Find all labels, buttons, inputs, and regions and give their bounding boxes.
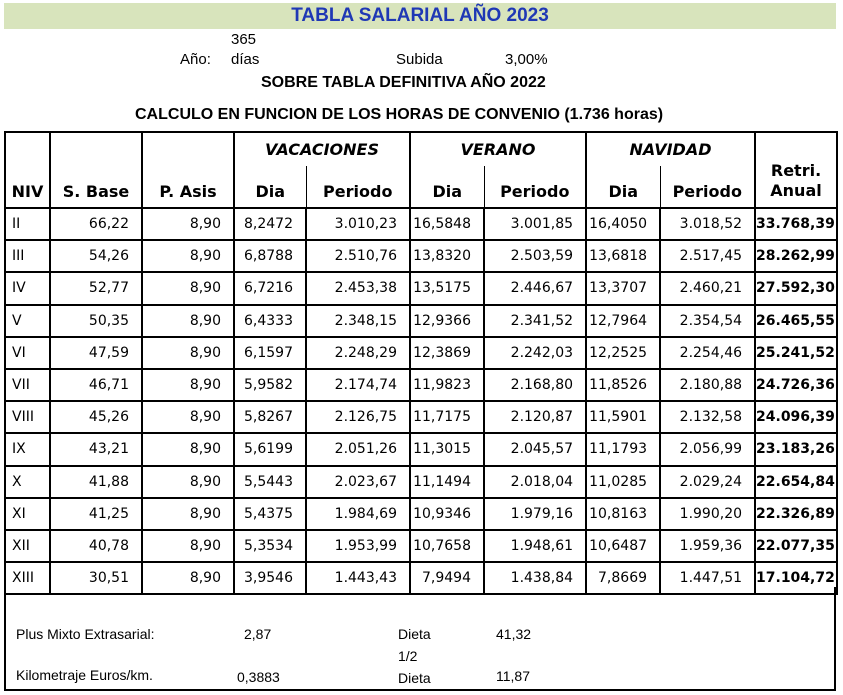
cell-niv: V <box>5 305 50 337</box>
cell-ver-dia: 12,3869 <box>410 337 484 369</box>
cell-ver-dia: 13,5175 <box>410 272 484 304</box>
cell-niv: VIII <box>5 401 50 433</box>
cell-retri-anual: 23.183,26 <box>755 433 837 465</box>
cell-retri-anual: 24.096,39 <box>755 401 837 433</box>
cell-nav-dia: 11,5901 <box>586 401 660 433</box>
table-row <box>5 305 837 337</box>
cell-ver-periodo: 1.948,61 <box>484 530 586 562</box>
cell-vac-dia: 5,4375 <box>234 498 306 530</box>
cell-ver-periodo: 2.168,80 <box>484 369 586 401</box>
col-header-pasis: P. Asis <box>142 132 234 208</box>
cell-ver-periodo: 2.503,59 <box>484 240 586 272</box>
cell-vac-periodo: 1.443,43 <box>306 562 410 594</box>
cell-pasis: 8,90 <box>142 530 234 562</box>
cell-ver-dia: 10,9346 <box>410 498 484 530</box>
anio-value-line2: días <box>231 51 260 68</box>
cell-vac-dia: 8,2472 <box>234 208 306 240</box>
cell-sbase: 43,21 <box>50 433 142 465</box>
cell-nav-periodo: 1.990,20 <box>660 498 755 530</box>
table-row <box>5 337 837 369</box>
cell-ver-dia: 11,1494 <box>410 466 484 498</box>
cell-vac-dia: 5,9582 <box>234 369 306 401</box>
cell-ver-dia: 11,7175 <box>410 401 484 433</box>
cell-niv: II <box>5 208 50 240</box>
cell-sbase: 30,51 <box>50 562 142 594</box>
table-row <box>5 401 837 433</box>
anio-value-line1: 365 <box>231 31 257 48</box>
cell-vac-periodo: 2.174,74 <box>306 369 410 401</box>
group-header-navidad: NAVIDAD <box>586 132 755 166</box>
group-header-vacaciones: VACACIONES <box>234 132 410 166</box>
cell-sbase: 50,35 <box>50 305 142 337</box>
subida-value: 3,00% <box>505 51 548 68</box>
anio-label: Año: <box>180 51 211 68</box>
cell-sbase: 41,25 <box>50 498 142 530</box>
footer-section <box>4 587 836 691</box>
col-header-nav-periodo: Periodo <box>660 166 755 208</box>
cell-ver-periodo: 2.341,52 <box>484 305 586 337</box>
cell-nav-dia: 13,3707 <box>586 272 660 304</box>
cell-niv: IV <box>5 272 50 304</box>
cell-retri-anual: 33.768,39 <box>755 208 837 240</box>
col-header-vac-periodo: Periodo <box>306 166 410 208</box>
cell-ver-dia: 16,5848 <box>410 208 484 240</box>
cell-nav-dia: 13,6818 <box>586 240 660 272</box>
cell-vac-periodo: 2.126,75 <box>306 401 410 433</box>
cell-vac-periodo: 1.953,99 <box>306 530 410 562</box>
cell-retri-anual: 27.592,30 <box>755 272 837 304</box>
cell-nav-periodo: 3.018,52 <box>660 208 755 240</box>
cell-sbase: 66,22 <box>50 208 142 240</box>
cell-vac-dia: 6,4333 <box>234 305 306 337</box>
plus-mixto-label: Plus Mixto Extrasarial: <box>16 626 155 642</box>
table-row <box>5 433 837 465</box>
cell-nav-dia: 11,0285 <box>586 466 660 498</box>
cell-pasis: 8,90 <box>142 466 234 498</box>
cell-vac-periodo: 2.453,38 <box>306 272 410 304</box>
dieta-label: Dieta <box>398 626 431 642</box>
cell-pasis: 8,90 <box>142 498 234 530</box>
cell-nav-dia: 10,6487 <box>586 530 660 562</box>
cell-niv: X <box>5 466 50 498</box>
cell-vac-dia: 5,3534 <box>234 530 306 562</box>
cell-ver-periodo: 2.242,03 <box>484 337 586 369</box>
media-dieta-value: 11,87 <box>496 668 530 684</box>
cell-ver-periodo: 2.045,57 <box>484 433 586 465</box>
cell-vac-dia: 6,8788 <box>234 240 306 272</box>
table-row <box>5 498 837 530</box>
cell-vac-dia: 5,6199 <box>234 433 306 465</box>
cell-vac-dia: 5,8267 <box>234 401 306 433</box>
cell-nav-periodo: 2.056,99 <box>660 433 755 465</box>
cell-vac-dia: 5,5443 <box>234 466 306 498</box>
cell-nav-dia: 11,1793 <box>586 433 660 465</box>
cell-retri-anual: 22.326,89 <box>755 498 837 530</box>
table-row <box>5 240 837 272</box>
cell-sbase: 41,88 <box>50 466 142 498</box>
cell-niv: XI <box>5 498 50 530</box>
cell-pasis: 8,90 <box>142 240 234 272</box>
cell-nav-periodo: 2.460,21 <box>660 272 755 304</box>
cell-vac-periodo: 1.984,69 <box>306 498 410 530</box>
cell-ver-dia: 11,3015 <box>410 433 484 465</box>
salary-table <box>4 131 838 595</box>
kilometraje-label: Kilometraje Euros/km. <box>16 667 153 683</box>
subtitle-calculo: CALCULO EN FUNCION DE LOS HORAS DE CONVENIO (1.736 horas) <box>135 106 664 123</box>
cell-pasis: 8,90 <box>142 369 234 401</box>
cell-pasis: 8,90 <box>142 208 234 240</box>
cell-nav-periodo: 2.132,58 <box>660 401 755 433</box>
col-header-vac-dia: Dia <box>234 166 306 208</box>
table-row <box>5 530 837 562</box>
cell-niv: VI <box>5 337 50 369</box>
col-header-niv: NIV <box>5 132 50 208</box>
cell-retri-anual: 22.077,35 <box>755 530 837 562</box>
cell-nav-periodo: 2.354,54 <box>660 305 755 337</box>
cell-ver-periodo: 1.979,16 <box>484 498 586 530</box>
col-header-ver-periodo: Periodo <box>484 166 586 208</box>
cell-niv: IX <box>5 433 50 465</box>
cell-vac-dia: 3,9546 <box>234 562 306 594</box>
cell-nav-dia: 12,2525 <box>586 337 660 369</box>
cell-ver-periodo: 2.018,04 <box>484 466 586 498</box>
cell-retri-anual: 22.654,84 <box>755 466 837 498</box>
cell-pasis: 8,90 <box>142 337 234 369</box>
cell-nav-periodo: 2.180,88 <box>660 369 755 401</box>
cell-nav-dia: 10,8163 <box>586 498 660 530</box>
cell-ver-dia: 13,8320 <box>410 240 484 272</box>
cell-vac-periodo: 2.510,76 <box>306 240 410 272</box>
cell-sbase: 45,26 <box>50 401 142 433</box>
cell-nav-dia: 12,7964 <box>586 305 660 337</box>
dieta-value: 41,32 <box>496 626 532 642</box>
cell-nav-periodo: 1.447,51 <box>660 562 755 594</box>
cell-nav-dia: 7,8669 <box>586 562 660 594</box>
cell-retri-anual: 17.104,72 <box>755 562 837 594</box>
table-row <box>5 369 837 401</box>
page-title: TABLA SALARIAL AÑO 2023 <box>4 3 836 29</box>
cell-vac-dia: 6,1597 <box>234 337 306 369</box>
cell-sbase: 52,77 <box>50 272 142 304</box>
cell-nav-dia: 11,8526 <box>586 369 660 401</box>
cell-retri-anual: 24.726,36 <box>755 369 837 401</box>
cell-ver-dia: 10,7658 <box>410 530 484 562</box>
table-row <box>5 466 837 498</box>
cell-niv: VII <box>5 369 50 401</box>
cell-nav-periodo: 2.254,46 <box>660 337 755 369</box>
cell-nav-periodo: 2.029,24 <box>660 466 755 498</box>
col-header-sbase: S. Base <box>50 132 142 208</box>
cell-vac-periodo: 2.051,26 <box>306 433 410 465</box>
cell-vac-periodo: 2.023,67 <box>306 466 410 498</box>
kilometraje-value: 0,3883 <box>237 669 280 685</box>
cell-sbase: 40,78 <box>50 530 142 562</box>
cell-vac-periodo: 2.348,15 <box>306 305 410 337</box>
cell-ver-periodo: 2.120,87 <box>484 401 586 433</box>
cell-niv: III <box>5 240 50 272</box>
table-row <box>5 208 837 240</box>
retri-line1: Retri. <box>770 161 822 180</box>
subtitle-tabla-definitiva: SOBRE TABLA DEFINITIVA AÑO 2022 <box>261 74 546 91</box>
cell-ver-periodo: 3.001,85 <box>484 208 586 240</box>
cell-pasis: 8,90 <box>142 433 234 465</box>
col-header-nav-dia: Dia <box>586 166 660 208</box>
retri-line2: Anual <box>770 181 822 200</box>
table-row <box>5 272 837 304</box>
media-dieta-line2: Dieta <box>398 670 431 686</box>
subida-label: Subida <box>396 51 443 68</box>
cell-sbase: 46,71 <box>50 369 142 401</box>
cell-vac-periodo: 3.010,23 <box>306 208 410 240</box>
cell-nav-periodo: 2.517,45 <box>660 240 755 272</box>
cell-retri-anual: 28.262,99 <box>755 240 837 272</box>
cell-vac-periodo: 2.248,29 <box>306 337 410 369</box>
cell-nav-dia: 16,4050 <box>586 208 660 240</box>
cell-vac-dia: 6,7216 <box>234 272 306 304</box>
cell-ver-dia: 12,9366 <box>410 305 484 337</box>
cell-retri-anual: 25.241,52 <box>755 337 837 369</box>
cell-niv: XII <box>5 530 50 562</box>
media-dieta-line1: 1/2 <box>398 648 418 664</box>
cell-ver-periodo: 1.438,84 <box>484 562 586 594</box>
cell-pasis: 8,90 <box>142 272 234 304</box>
col-header-retri-anual <box>755 132 837 208</box>
cell-nav-periodo: 1.959,36 <box>660 530 755 562</box>
cell-ver-dia: 7,9494 <box>410 562 484 594</box>
cell-pasis: 8,90 <box>142 401 234 433</box>
cell-pasis: 8,90 <box>142 305 234 337</box>
cell-sbase: 54,26 <box>50 240 142 272</box>
plus-mixto-value: 2,87 <box>244 626 272 642</box>
cell-retri-anual: 26.465,55 <box>755 305 837 337</box>
cell-sbase: 47,59 <box>50 337 142 369</box>
cell-pasis: 8,90 <box>142 562 234 594</box>
cell-ver-periodo: 2.446,67 <box>484 272 586 304</box>
cell-niv: XIII <box>5 562 50 594</box>
col-header-ver-dia: Dia <box>410 166 484 208</box>
cell-ver-dia: 11,9823 <box>410 369 484 401</box>
group-header-verano: VERANO <box>410 132 586 166</box>
